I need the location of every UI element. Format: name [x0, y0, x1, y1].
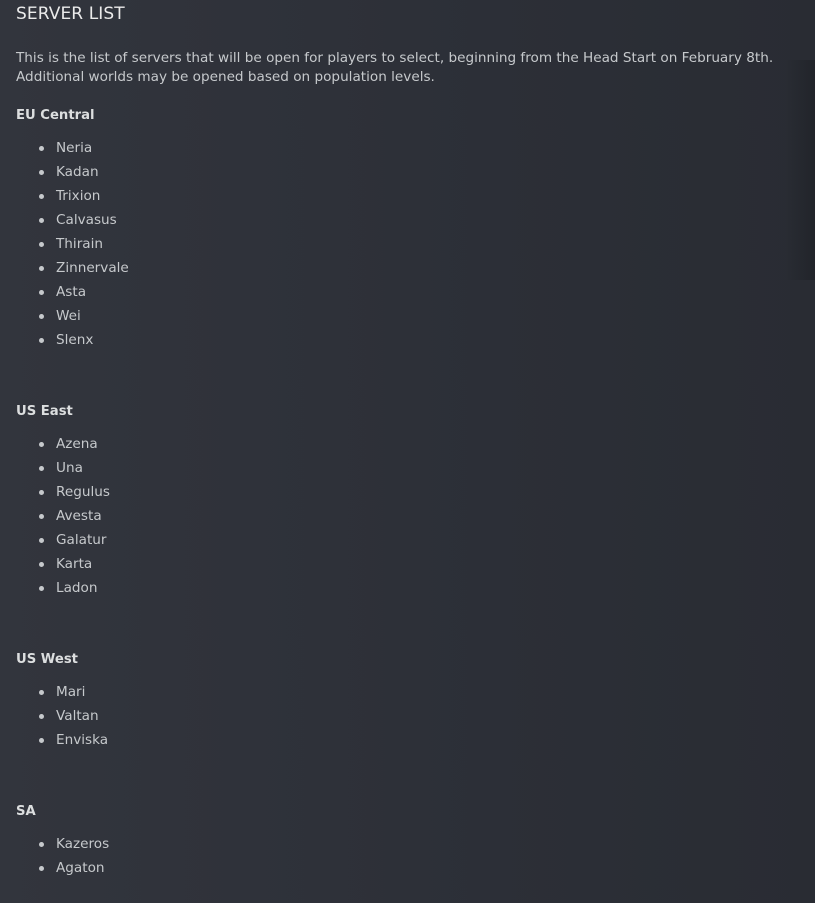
server-list	[16, 432, 110, 600]
server-item	[16, 232, 129, 256]
page-title: SERVER LIST	[16, 4, 125, 24]
server-item	[16, 184, 129, 208]
bullet-icon	[39, 218, 44, 223]
server-name: Ladon	[56, 580, 98, 596]
server-item	[16, 680, 108, 704]
bullet-icon	[39, 514, 44, 519]
server-item	[16, 304, 129, 328]
server-item	[16, 208, 129, 232]
bullet-icon	[39, 562, 44, 567]
server-name: Wei	[56, 308, 81, 324]
server-list	[16, 832, 109, 880]
bullet-icon	[39, 442, 44, 447]
server-item	[16, 280, 129, 304]
server-name: Galatur	[56, 532, 107, 548]
bullet-icon	[39, 714, 44, 719]
server-item	[16, 728, 108, 752]
bullet-icon	[39, 170, 44, 175]
server-item	[16, 552, 110, 576]
server-item	[16, 456, 110, 480]
bullet-icon	[39, 690, 44, 695]
bullet-icon	[39, 538, 44, 543]
edge-shadow	[785, 60, 815, 280]
server-item	[16, 328, 129, 352]
bullet-icon	[39, 194, 44, 199]
bullet-icon	[39, 738, 44, 743]
server-list	[16, 136, 129, 352]
server-item	[16, 136, 129, 160]
region-us-west	[16, 651, 109, 748]
server-name: Trixion	[56, 188, 101, 204]
bullet-icon	[39, 146, 44, 151]
region-sa	[16, 803, 110, 876]
bullet-icon	[39, 338, 44, 343]
server-item	[16, 576, 110, 600]
server-item	[16, 856, 109, 880]
region-heading: EU Central	[16, 108, 95, 123]
server-item	[16, 480, 110, 504]
server-list	[16, 680, 108, 752]
server-name: Thirain	[56, 236, 104, 252]
bullet-icon	[39, 266, 44, 271]
bullet-icon	[39, 314, 44, 319]
server-name: Agaton	[56, 860, 105, 876]
region-heading: SA	[16, 804, 36, 819]
server-name: Karta	[56, 556, 93, 572]
server-name: Kazeros	[56, 836, 110, 852]
server-item	[16, 504, 110, 528]
server-item	[16, 704, 108, 728]
bullet-icon	[39, 466, 44, 471]
server-name: Slenx	[56, 332, 94, 348]
server-name: Regulus	[56, 484, 110, 500]
region-heading: US West	[16, 652, 78, 667]
server-name: Valtan	[56, 708, 99, 724]
bullet-icon	[39, 290, 44, 295]
server-item	[16, 832, 109, 856]
region-us-east	[16, 403, 110, 596]
bullet-icon	[39, 490, 44, 495]
server-item	[16, 432, 110, 456]
server-name: Azena	[56, 436, 98, 452]
region-heading: US East	[16, 404, 73, 419]
bullet-icon	[39, 586, 44, 591]
server-name: Zinnervale	[56, 260, 129, 276]
server-item	[16, 528, 110, 552]
intro-paragraph: This is the list of servers that will be open for players to select, beginning from the Head Start on February 8th. Additional worlds may be opened based on population levels.	[16, 50, 774, 85]
server-name: Una	[56, 460, 83, 476]
server-name: Avesta	[56, 508, 102, 524]
server-name: Kadan	[56, 164, 99, 180]
region-eu-central	[16, 107, 129, 348]
server-item	[16, 160, 129, 184]
bullet-icon	[39, 842, 44, 847]
server-name: Calvasus	[56, 212, 117, 228]
server-item	[16, 256, 129, 280]
bullet-icon	[39, 242, 44, 247]
bullet-icon	[39, 866, 44, 871]
server-name: Mari	[56, 684, 86, 700]
server-name: Asta	[56, 284, 87, 300]
server-name: Enviska	[56, 732, 109, 748]
server-name: Neria	[56, 140, 93, 156]
